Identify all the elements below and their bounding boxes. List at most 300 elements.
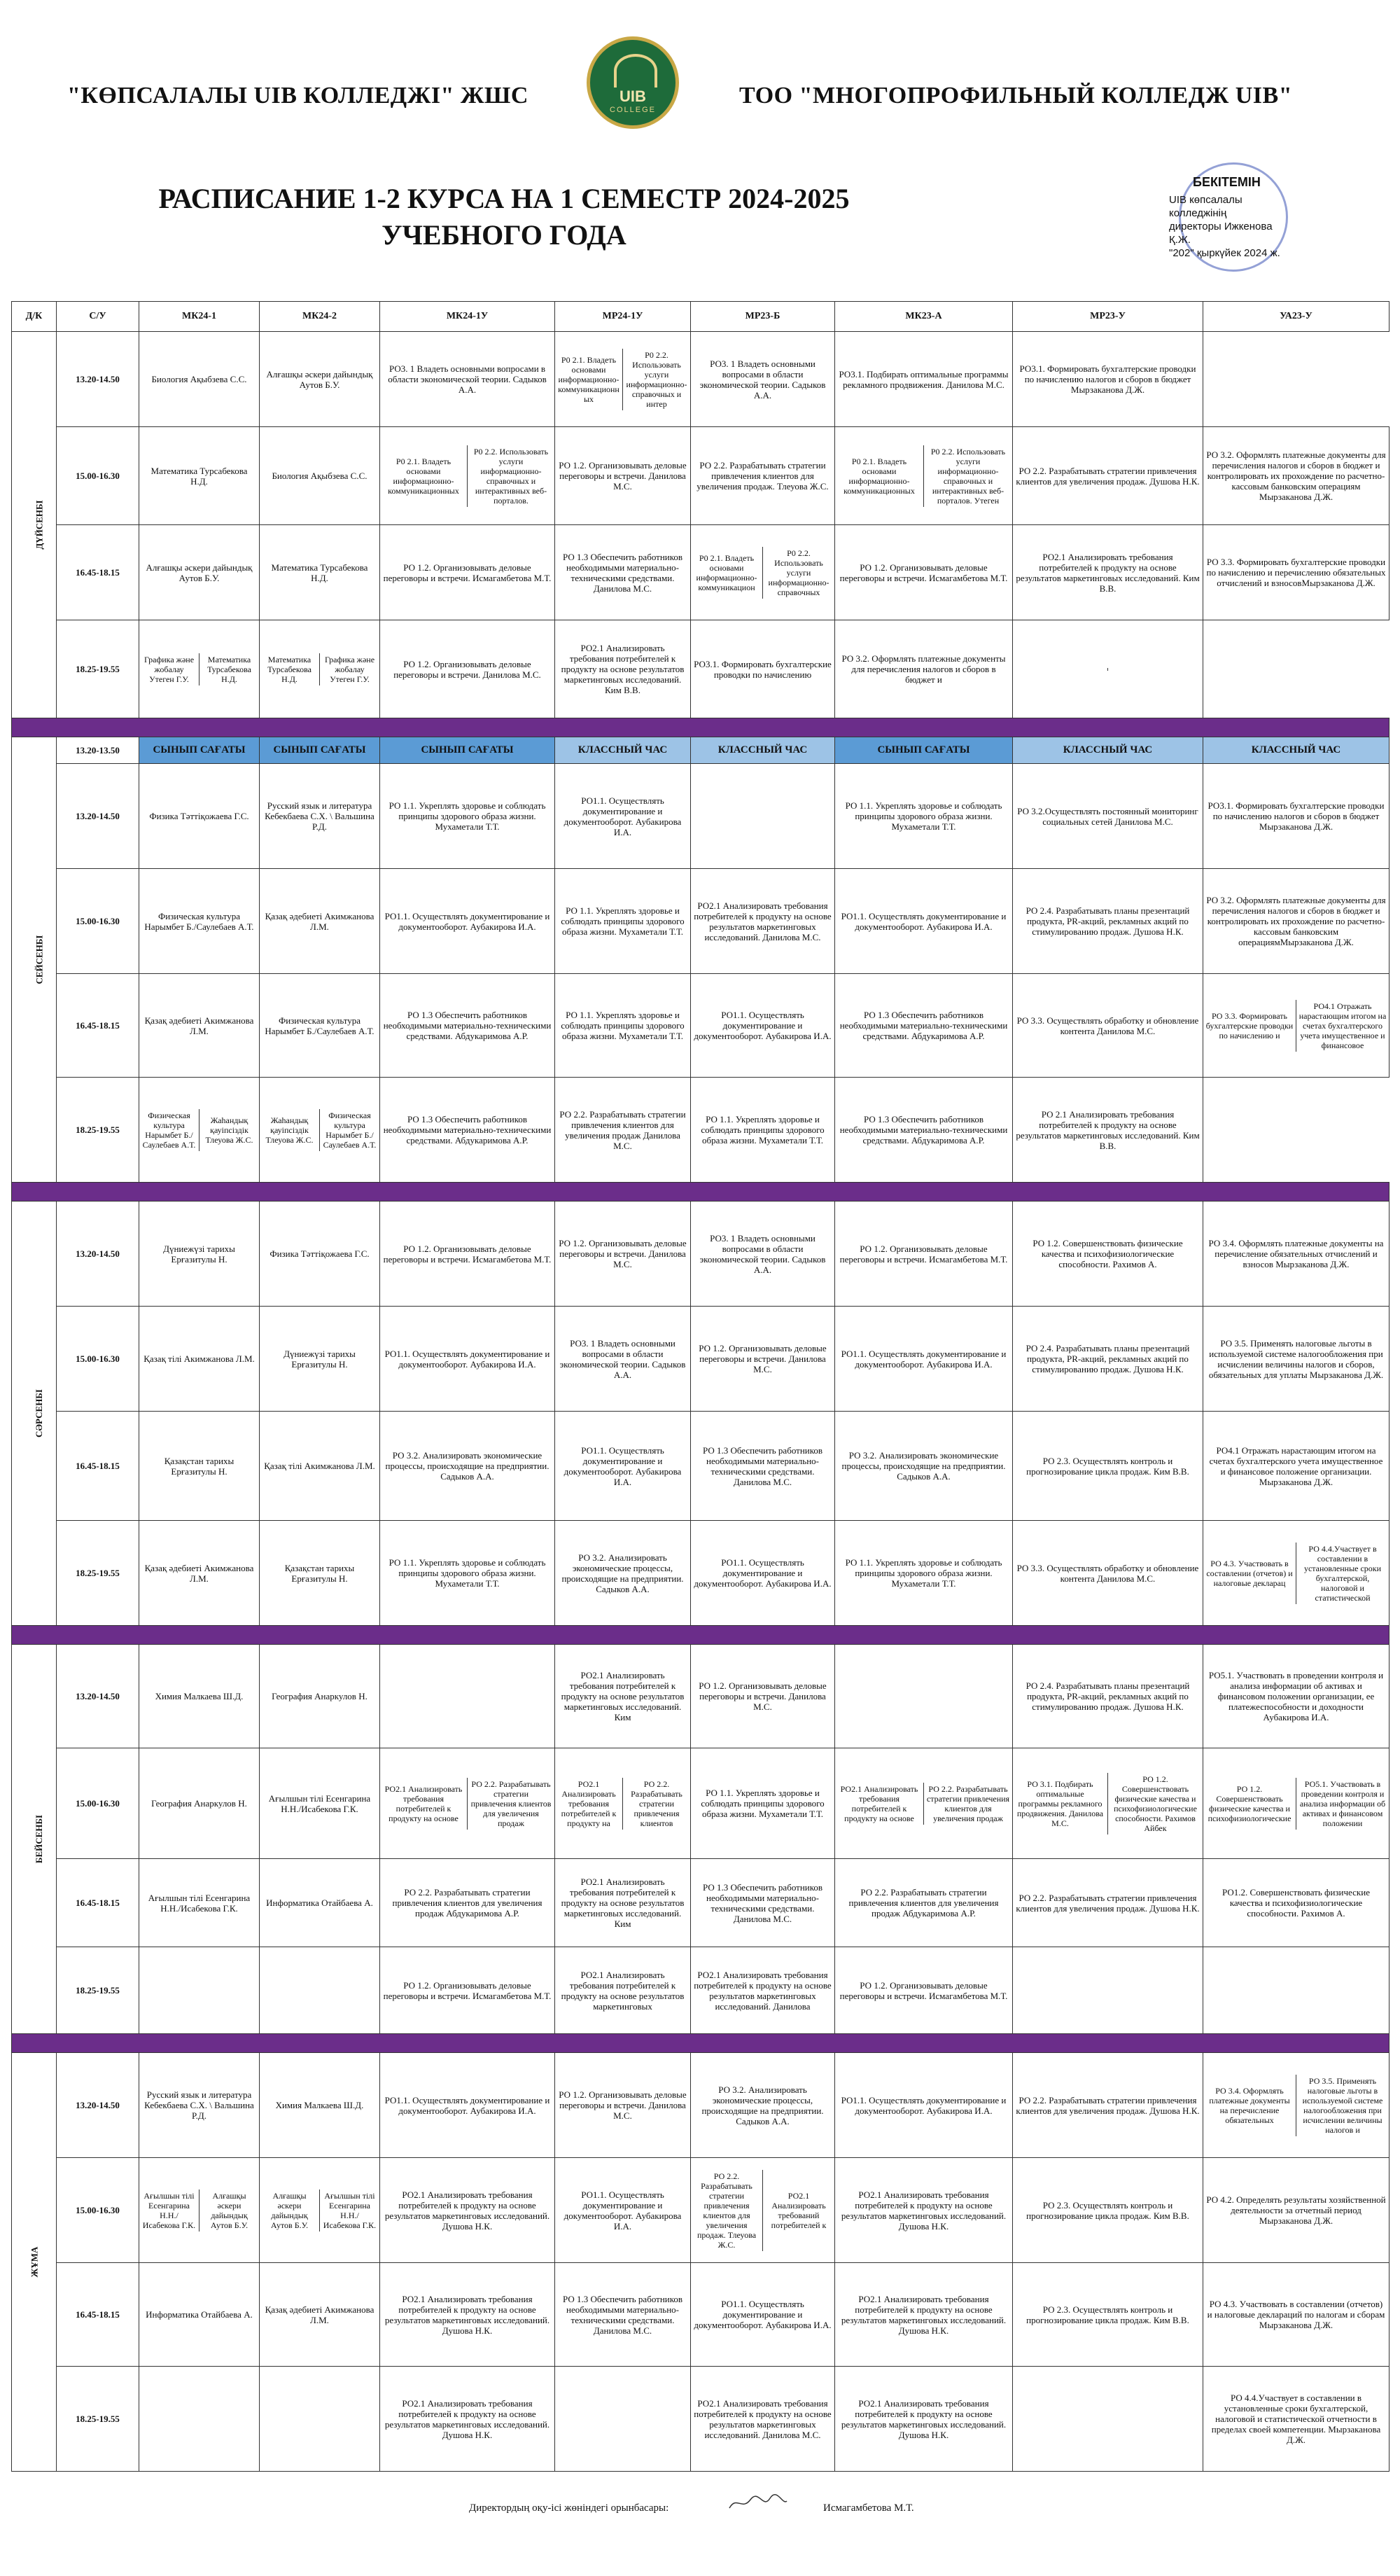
day-name: ЖҰМА — [29, 2246, 39, 2278]
lesson-cell: РО 2.3. Осуществлять контроль и прогнозирование цикла продаж. Ким В.В. — [1013, 2263, 1203, 2367]
table-row — [12, 2367, 1390, 2472]
split-cell-row — [260, 653, 379, 685]
day-separator — [12, 718, 1390, 737]
logo-text: UIB — [620, 88, 646, 105]
lesson-cell: РО4.1 Отражать нарастающим итогом на счетах бухгалтерского учета имущественное и финансовое положение организации. Мырзаканова Д.Ж. — [1203, 1412, 1390, 1521]
table-row — [12, 1947, 1390, 2034]
lesson-half: РО 4.4.Участвует в составлении в установленные сроки бухгалтерской, налоговой и статистической — [1303, 1543, 1382, 1603]
lesson-cell: Қазақ әдебиеті Акимжанова Л.М. — [260, 2263, 380, 2367]
lesson-cell: РО 3.2. Оформлять платежные документы для перечисления налогов и сборов в бюджет и контролировать их прохождение по расчетно-кассовым банковским операциямМырзаканова Д.Ж. — [1203, 869, 1390, 974]
column-header: УА23-У — [1203, 302, 1390, 332]
lesson-cell: РО 1.2. Организовывать деловые переговоры и встречи. Исмагамбетова М.Т. — [835, 1202, 1013, 1307]
lesson-cell: РО 1.1. Укреплять здоровье и соблюдать принципы здорового образа жизни. Мухаметали Т.Т. — [835, 1521, 1013, 1626]
time-slot: 16.45-18.15 — [57, 1859, 139, 1947]
lesson-half: Ағылшын тілі Есенгарина Н.Н./Исабекова Г.К. — [139, 2189, 200, 2232]
day-label — [12, 332, 57, 718]
lesson-cell: РО 3.2.Осуществлять постоянный мониторинг социальных сетей Данилова М.С. — [1013, 764, 1203, 869]
lesson-cell — [260, 1947, 380, 2034]
signatory-name: Исмагамбетова М.Т. — [823, 2502, 914, 2514]
lesson-cell: РО3. 1 Владеть основными вопросами в области экономической теории. Садыков А.А. — [380, 332, 555, 427]
column-header: Д/К — [12, 302, 57, 332]
signature-label: Директордың оқу-ісі жөніндегі орынбасары: — [469, 2502, 669, 2514]
table-row — [12, 2053, 1390, 2158]
time-slot: 18.25-19.55 — [57, 1521, 139, 1626]
lesson-cell: Физическая культура Нарымбет Б./Саулебаев А.Т. — [260, 974, 380, 1078]
class-hour-cell: КЛАССНЫЙ ЧАС — [1203, 737, 1390, 764]
lesson-cell: РО1.1. Осуществлять документирование и документооборот. Аубакирова И.А. — [555, 2158, 691, 2263]
split-cell-table — [691, 2170, 834, 2251]
lesson-cell: РО 1.3 Обеспечить работников необходимыми материально-техническими средствами. Данилова М.С. — [691, 1412, 835, 1521]
schedule-grid — [11, 301, 1390, 2472]
lesson-cell — [139, 2367, 260, 2472]
lesson-cell: РО3.1. Формировать бухгалтерские проводки по начислению — [691, 620, 835, 718]
lesson-half: Алғашқы әскери дайындық Аутов Б.У. — [210, 2190, 248, 2230]
split-cell-table — [1203, 1000, 1389, 1052]
split-cell-table — [835, 1783, 1012, 1825]
lesson-cell: РО2.1 Анализировать требования потребителей к продукту на основе результатов маркетинговых исследований. Душова Н.К. — [835, 2367, 1013, 2472]
day-separator — [12, 2034, 1390, 2053]
lesson-cell: Информатика Отайбаева А. — [139, 2263, 260, 2367]
lesson-cell: Дүниежүзі тарихы Ерғазитулы Н. — [139, 1202, 260, 1307]
lesson-half: РО2.1 Анализировать требований потребителей к — [771, 2190, 827, 2230]
lesson-cell: Ағылшын тілі Есенгарина Н.Н./Исабекова Г.К. — [139, 1859, 260, 1947]
lesson-cell: РО2.1 Анализировать требования потребителей к продукту на основе результатов маркетинговых исследований. Ким В.В. — [1013, 525, 1203, 620]
lesson-cell: Ағылшын тілі Есенгарина Н.Н./Исабекова Г.К. — [260, 1748, 380, 1859]
split-cell-row — [260, 2189, 379, 2232]
lesson-half: Жаһандық қауіпсіздік Тлеуова Ж.С. — [260, 1109, 320, 1151]
split-lesson-cell — [380, 1748, 555, 1859]
lesson-half: РО 2.2. Разрабатывать стратегии привлечения клиентов для увеличения продаж. Тлеуова Ж.С. — [691, 2170, 763, 2251]
signature-icon — [727, 2493, 790, 2514]
lesson-cell: РО 2.2. Разрабатывать стратегии привлечения клиентов для увеличения продаж Данилова М.С. — [555, 1078, 691, 1183]
day-name: СӘРСЕНБІ — [33, 1389, 44, 1437]
lesson-cell: РО 3.2. Анализировать экономические процессы, происходящие на предприятии. Садыков А.А. — [555, 1521, 691, 1626]
lesson-half: РО2.1 Анализировать требования потребителей к продукту на — [555, 1778, 623, 1830]
lesson-cell: Химия Малкаева Ш.Д. — [139, 1645, 260, 1748]
lesson-cell: РО1.1. Осуществлять документирование и документооборот. Аубакирова И.А. — [691, 1521, 835, 1626]
table-row — [12, 764, 1390, 869]
lesson-half: Р0 2.1. Владеть основами информационно-коммуникационных — [380, 445, 468, 507]
time-slot: 15.00-16.30 — [57, 427, 139, 525]
lesson-half: Р0 2.2. Использовать услуги информационно-справочных и интер — [626, 349, 687, 409]
lesson-cell: РО 1.2. Организовывать деловые переговоры и встречи. Исмагамбетова М.Т. — [835, 1947, 1013, 2034]
time-slot: 15.00-16.30 — [57, 1748, 139, 1859]
lesson-half: Р0 2.2. Использовать услуги информационно-справочных — [768, 548, 830, 597]
day-label — [12, 737, 57, 1183]
lesson-cell: Қазақстан тарихы Ерғазитулы Н. — [139, 1412, 260, 1521]
lesson-cell: Дүниежүзі тарихы Ерғазитулы Н. — [260, 1307, 380, 1412]
lesson-cell: РО 2.3. Осуществлять контроль и прогнозирование цикла продаж. Ким В.В. — [1013, 1412, 1203, 1521]
lesson-cell: РО1.1. Осуществлять документирование и документооборот. Аубакирова И.А. — [555, 764, 691, 869]
lesson-half: РО 4.3. Участвовать в составлении (отчетов) и налоговые декларац — [1203, 1543, 1296, 1604]
split-lesson-cell — [260, 2158, 380, 2263]
time-slot: 15.00-16.30 — [57, 869, 139, 974]
column-header: МР23-Б — [691, 302, 835, 332]
lesson-cell: РО 1.1. Укреплять здоровье и соблюдать принципы здорового образа жизни. Мухаметали Т.Т. — [555, 869, 691, 974]
lesson-cell — [260, 2367, 380, 2472]
lesson-cell: РО5.1. Участвовать в проведении контроля и анализа информации об активах и финансовом положении организации, ее платежеспособности и доходности Аубакирова И.А. — [1203, 1645, 1390, 1748]
lesson-cell — [555, 2367, 691, 2472]
lesson-half: Физическая культура Нарымбет Б./Саулебаев А.Т. — [323, 1110, 377, 1150]
lesson-cell: РО 1.3 Обеспечить работников необходимыми материально-техническими средствами. Абдукаримова А.Р. — [835, 1078, 1013, 1183]
table-row — [12, 1412, 1390, 1521]
time-slot: 15.00-16.30 — [57, 1307, 139, 1412]
split-cell-row — [691, 547, 834, 599]
org-name-russian: ТОО "МНОГОПРОФИЛЬНЫЙ КОЛЛЕДЖ UIB" — [739, 83, 1293, 109]
lesson-cell — [691, 764, 835, 869]
lesson-cell: Қазақ тілі Акимжанова Л.М. — [260, 1412, 380, 1521]
lesson-half: Математика Турсабекова Н.Д. — [260, 653, 320, 685]
class-hour-cell: СЫНЫП САҒАТЫ — [835, 737, 1013, 764]
lesson-half: РО 2.2. Разрабатывать стратегии привлечения клиентов — [631, 1778, 682, 1828]
day-name: СЕЙСЕНБІ — [34, 935, 45, 984]
table-row — [12, 525, 1390, 620]
lesson-cell: РО1.1. Осуществлять документирование и документооборот. Аубакирова И.А. — [380, 2053, 555, 2158]
lesson-cell: РО1.1. Осуществлять документирование и документооборот. Аубакирова И.А. — [691, 974, 835, 1078]
table-row — [12, 974, 1390, 1078]
split-lesson-cell — [260, 1078, 380, 1183]
class-hour-cell: КЛАССНЫЙ ЧАС — [1013, 737, 1203, 764]
split-cell-row — [1203, 1000, 1389, 1052]
time-slot: 13.20-13.50 — [57, 737, 139, 764]
lesson-cell: РО 1.2. Организовывать деловые переговоры и встречи. Исмагамбетова М.Т. — [835, 525, 1013, 620]
lesson-cell: РО 1.2. Организовывать деловые переговоры и встречи. Исмагамбетова М.Т. — [380, 525, 555, 620]
lesson-half: РО4.1 Отражать нарастающим итогом на счетах бухгалтерского учета имущественное и финансовое — [1298, 1001, 1387, 1050]
split-cell-row — [555, 349, 690, 410]
lesson-cell: РО 1.1. Укреплять здоровье и соблюдать принципы здорового образа жизни. Мухаметали Т.Т. — [835, 764, 1013, 869]
column-header: МК24-2 — [260, 302, 380, 332]
schedule-body — [12, 332, 1390, 2472]
lesson-half: Р0 2.1. Владеть основами информационно-коммуникационных — [555, 349, 623, 410]
title-line-2: УЧЕБНОГО ГОДА — [382, 219, 626, 251]
split-cell-table — [260, 1109, 379, 1151]
lesson-cell: Математика Турсабекова Н.Д. — [139, 427, 260, 525]
lesson-half: Р0 2.1. Владеть основами информационно-коммуникационных — [835, 445, 924, 507]
table-row — [12, 2158, 1390, 2263]
lesson-cell: РО 1.2. Совершенствовать физические качества и психофизиологические способности. Рахимов А. — [1013, 1202, 1203, 1307]
split-lesson-cell — [555, 1748, 691, 1859]
split-cell-row — [1203, 1543, 1389, 1604]
split-cell-row — [835, 1783, 1012, 1825]
signature-block — [469, 2502, 914, 2514]
lesson-half: РО 3.5. Применять налоговые льготы в используемой системе налогообложения при исчислении величины налогов и — [1302, 2075, 1383, 2135]
split-cell-table — [1013, 1773, 1203, 1834]
table-row — [12, 1521, 1390, 1626]
table-row — [12, 427, 1390, 525]
lesson-half: РО 3.4. Оформлять платежные документы на перечисление обязательных — [1203, 2075, 1296, 2136]
lesson-cell: РО 3.3. Осуществлять обработку и обновление контента Данилова М.С. — [1013, 974, 1203, 1078]
split-cell-row — [260, 1109, 379, 1151]
lesson-half: Ағылшын тілі Есенгарина Н.Н./Исабекова Г.К. — [323, 2190, 377, 2230]
lesson-cell: РО 1.2. Организовывать деловые переговоры и встречи. Данилова М.С. — [380, 620, 555, 718]
lesson-half: РО 1.2. Совершенствовать физические качества и психофизиологические способности. Рахимов Айбек — [1114, 1774, 1197, 1833]
lesson-cell: РО1.1. Осуществлять документирование и документооборот. Аубакирова И.А. — [691, 2263, 835, 2367]
lesson-cell: РО2.1 Анализировать требования потребителей к продукту на основе результатов маркетинговых исследований. Ким — [555, 1859, 691, 1947]
lesson-cell: РО 3.5. Применять налоговые льготы в используемой системе налогообложения при исчислении величины налогов и сборов, обязательных для уплаты Мырзаканова Д.Ж. — [1203, 1307, 1390, 1412]
time-slot: 16.45-18.15 — [57, 1412, 139, 1521]
lesson-half: РО 3.3. Формировать бухгалтерские проводки по начислению и — [1203, 1000, 1296, 1052]
lesson-cell: РО 1.2. Организовывать деловые переговоры и встречи. Данилова М.С. — [691, 1307, 835, 1412]
time-slot: 16.45-18.15 — [57, 974, 139, 1078]
lesson-cell: Физика Тәттіқожаева Г.С. — [260, 1202, 380, 1307]
lesson-cell: Русский язык и литература Кебекбаева С.Х. \ Вальшина Р.Д. — [139, 2053, 260, 2158]
lesson-half: Графика және жобалау Утеген Г.У. — [324, 654, 375, 684]
separator-bar — [12, 1626, 1390, 1645]
lesson-cell: РО 2.3. Осуществлять контроль и прогнозирование цикла продаж. Ким В.В. — [1013, 2158, 1203, 2263]
lesson-cell: РО2.1 Анализировать требования потребителей к продукту на основе результатов маркетинговых исследований. Ким В.В. — [555, 620, 691, 718]
lesson-cell: Физическая культура Нарымбет Б./Саулебаев А.Т. — [139, 869, 260, 974]
split-cell-row — [139, 653, 259, 685]
lesson-half: РО 2.2. Разрабатывать стратегии привлечения клиентов для увеличения продаж — [926, 1783, 1010, 1823]
lesson-half: Жаһандық қауіпсіздік Тлеуова Ж.С. — [205, 1115, 253, 1145]
lesson-cell: РО 1.2. Организовывать деловые переговоры и встречи. Данилова М.С. — [555, 1202, 691, 1307]
lesson-cell: РО1.2. Совершенствовать физические качества и психофизиологические способности. Рахимов А. — [1203, 1859, 1390, 1947]
class-hour-cell: СЫНЫП САҒАТЫ — [139, 737, 260, 764]
split-cell-row — [835, 445, 1012, 507]
lesson-cell: РО 4.4.Участвует в составлении в установленные сроки бухгалтерской, налоговой и статистической отчетности в пределах своей компетенции. Мырзаканова Д.Ж. — [1203, 2367, 1390, 2472]
class-hour-cell: СЫНЫП САҒАТЫ — [260, 737, 380, 764]
day-name: БЕЙСЕНБІ — [34, 1814, 45, 1864]
split-lesson-cell — [691, 2158, 835, 2263]
split-cell-table — [835, 445, 1012, 507]
split-lesson-cell — [691, 525, 835, 620]
table-row — [12, 1307, 1390, 1412]
table-row — [12, 332, 1390, 427]
lesson-half: Р0 2.2. Использовать услуги информационно-справочных и интерактивных веб-порталов. — [473, 446, 549, 506]
lesson-cell: РО 3.2. Анализировать экономические процессы, происходящие на предприятии. Садыков А.А. — [691, 2053, 835, 2158]
lesson-cell: РО 2.4. Разрабатывать планы презентаций продукта, PR-акций, рекламных акций по стимулированию продаж. Душова Н.К. — [1013, 1645, 1203, 1748]
column-header: МК24-1У — [380, 302, 555, 332]
lesson-cell: РО1.1. Осуществлять документирование и документооборот. Аубакирова И.А. — [555, 1412, 691, 1521]
split-cell-table — [380, 445, 554, 507]
lesson-cell: РО2.1 Анализировать требования потребителей к продукту на основе результатов маркетинговых — [555, 1947, 691, 2034]
lesson-cell: РО 2.2. Разрабатывать стратегии привлечения клиентов для увеличения продаж. Тлеуова Ж.С. — [691, 427, 835, 525]
split-cell-table — [1203, 2075, 1389, 2136]
lesson-cell: РО1.1. Осуществлять документирование и документооборот. Аубакирова И.А. — [835, 869, 1013, 974]
lesson-cell: РО 1.3 Обеспечить работников необходимыми материально-техническими средствами. Абдукаримова А.Р. — [380, 974, 555, 1078]
leaf-icon — [614, 54, 657, 88]
lesson-half: Физическая культура Нарымбет Б./Саулебаев А.Т. — [139, 1109, 200, 1151]
split-lesson-cell — [260, 620, 380, 718]
lesson-cell: РО3. 1 Владеть основными вопросами в области экономической теории. Садыков А.А. — [691, 332, 835, 427]
split-cell-row — [1013, 1773, 1203, 1834]
split-cell-table — [1013, 668, 1203, 671]
time-slot: 13.20-14.50 — [57, 764, 139, 869]
logo-subtext: COLLEGE — [610, 106, 656, 114]
split-cell-table — [380, 1778, 554, 1830]
lesson-half: Р0 2.1. Владеть основами информационно-коммуникацион — [691, 547, 763, 599]
split-cell-row — [139, 1109, 259, 1151]
split-lesson-cell — [1203, 2053, 1390, 2158]
lesson-cell: РО 1.3 Обеспечить работников необходимыми материально-техническими средствами. Данилова М.С. — [555, 525, 691, 620]
stamp-line: UIB көпсалалы колледжінің — [1169, 194, 1242, 219]
lesson-cell: РО 1.3 Обеспечить работников необходимыми материально-техническими средствами. Данилова М.С. — [555, 2263, 691, 2367]
lesson-cell — [1013, 1947, 1203, 2034]
lesson-cell: География Анаркулов Н. — [260, 1645, 380, 1748]
column-header: С/У — [57, 302, 139, 332]
lesson-cell: Математика Турсабекова Н.Д. — [260, 525, 380, 620]
lesson-cell — [139, 1947, 260, 2034]
split-cell-row — [1203, 1778, 1389, 1830]
lesson-cell: Алғашқы әскери дайындық Аутов Б.У. — [260, 332, 380, 427]
lesson-cell: РО 1.1. Укреплять здоровье и соблюдать принципы здорового образа жизни. Мухаметали Т.Т. — [380, 764, 555, 869]
split-lesson-cell — [555, 332, 691, 427]
day-label — [12, 1202, 57, 1626]
split-cell-row — [139, 2189, 259, 2232]
time-slot: 13.20-14.50 — [57, 1202, 139, 1307]
split-cell-table — [139, 1109, 259, 1151]
column-header: МР23-У — [1013, 302, 1203, 332]
lesson-cell: РО 1.1. Укреплять здоровье и соблюдать принципы здорового образа жизни. Мухаметали Т.Т. — [555, 974, 691, 1078]
approval-stamp — [1169, 162, 1288, 267]
lesson-cell: РО 3.2. Оформлять платежные документы для перечисления налогов и сборов в бюджет и — [835, 620, 1013, 718]
class-hour-cell: КЛАССНЫЙ ЧАС — [555, 737, 691, 764]
stamp-text — [1169, 193, 1295, 260]
time-slot: 18.25-19.55 — [57, 2367, 139, 2472]
college-logo — [587, 36, 679, 129]
time-slot: 15.00-16.30 — [57, 2158, 139, 2263]
class-hour-cell: СЫНЫП САҒАТЫ — [380, 737, 555, 764]
org-name-kazakh: "КӨПСАЛАЛЫ UIB КОЛЛЕДЖІ" ЖШС — [67, 83, 528, 109]
split-cell-row — [380, 445, 554, 507]
lesson-cell: Биология Ақыбзева С.С. — [139, 332, 260, 427]
lesson-cell: РО 2.2. Разрабатывать стратегии привлечения клиентов для увеличения продаж Абдукаримова А.Р. — [835, 1859, 1013, 1947]
lesson-cell: РО 1.2. Организовывать деловые переговоры и встречи. Исмагамбетова М.Т. — [380, 1202, 555, 1307]
time-slot: 18.25-19.55 — [57, 1947, 139, 2034]
lesson-half: РО 3.1. Подбирать оптимальные программы рекламного продвижения. Данилова М.С. — [1013, 1773, 1108, 1834]
class-hour-cell: КЛАССНЫЙ ЧАС — [691, 737, 835, 764]
lesson-cell: РО2.1 Анализировать требования потребителей к продукту на основе результатов маркетинговых исследований. Душова Н.К. — [380, 2263, 555, 2367]
table-row — [12, 869, 1390, 974]
lesson-cell: РО3.1. Формировать бухгалтерские проводки по начислению налогов и сборов в бюджет Мырзаканова Д.Ж. — [1013, 332, 1203, 427]
day-name: ДҮЙСЕНБІ — [34, 500, 45, 550]
split-lesson-cell — [1203, 974, 1390, 1078]
document-header — [0, 0, 1400, 301]
lesson-cell: Физика Тәттіқожаева Г.С. — [139, 764, 260, 869]
table-row — [12, 1202, 1390, 1307]
lesson-cell: Қазақ тілі Акимжанова Л.М. — [139, 1307, 260, 1412]
separator-bar — [12, 1183, 1390, 1202]
lesson-half: Алғашқы әскери дайындық Аутов Б.У. — [260, 2189, 320, 2232]
time-slot: 13.20-14.50 — [57, 2053, 139, 2158]
split-cell-table — [1203, 1543, 1389, 1604]
time-slot: 18.25-19.55 — [57, 1078, 139, 1183]
lesson-cell: География Анаркулов Н. — [139, 1748, 260, 1859]
lesson-cell: Қазақстан тарихы Ерғазитулы Н. — [260, 1521, 380, 1626]
lesson-cell: Қазақ әдебиеті Акимжанова Л.М. — [139, 1521, 260, 1626]
time-slot: 13.20-14.50 — [57, 332, 139, 427]
title-line-1: РАСПИСАНИЕ 1-2 КУРСА НА 1 СЕМЕСТР 2024-2025 — [158, 183, 850, 214]
lesson-cell: Биология Ақыбзева С.С. — [260, 427, 380, 525]
lesson-cell: РО 3.4. Оформлять платежные документы на перечисление обязательных отчислений и взносов Мырзаканова Д.Ж. — [1203, 1202, 1390, 1307]
separator-bar — [12, 2034, 1390, 2053]
lesson-cell: РО 1.2. Организовывать деловые переговоры и встречи. Данилова М.С. — [555, 427, 691, 525]
lesson-cell: РО2.1 Анализировать требования потребителей к продукту на основе результатов маркетинговых исследований. Душова Н.К. — [380, 2158, 555, 2263]
split-lesson-cell — [1013, 620, 1203, 718]
lesson-cell: РО 1.3 Обеспечить работников необходимыми материально-техническими средствами. Абдукаримова А.Р. — [380, 1078, 555, 1183]
lesson-cell: РО3.1. Подбирать оптимальные программы рекламного продвижения. Данилова М.С. — [835, 332, 1013, 427]
split-lesson-cell — [380, 427, 555, 525]
lesson-cell: РО1.1. Осуществлять документирование и документооборот. Аубакирова И.А. — [835, 1307, 1013, 1412]
lesson-cell: РО3. 1 Владеть основными вопросами в области экономической теории. Садыков А.А. — [691, 1202, 835, 1307]
lesson-half — [1013, 668, 1108, 671]
column-header: МР24-1У — [555, 302, 691, 332]
lesson-half: РО 1.2. Совершенствовать физические качества и психофизиологические — [1203, 1778, 1296, 1830]
day-separator — [12, 1626, 1390, 1645]
lesson-cell: РО 3.3. Формировать бухгалтерские проводки по начислению и перечислению обязательных отчислений и взносовМырзаканова Д.Ж. — [1203, 525, 1390, 620]
lesson-half: Р0 2.2. Использовать услуги информационно-справочных и интерактивных веб-порталов. Утеген — [930, 446, 1006, 506]
lesson-cell: РО1.1. Осуществлять документирование и документооборот. Аубакирова И.А. — [380, 869, 555, 974]
lesson-cell: РО 2.2. Разрабатывать стратегии привлечения клиентов для увеличения продаж. Душова Н.К. — [1013, 1859, 1203, 1947]
lesson-cell: РО 1.2. Организовывать деловые переговоры и встречи. Данилова М.С. — [691, 1645, 835, 1748]
lesson-cell: РО 1.2. Организовывать деловые переговоры и встречи. Данилова М.С. — [555, 2053, 691, 2158]
lesson-cell: РО 2.2. Разрабатывать стратегии привлечения клиентов для увеличения продаж Абдукаримова А.Р. — [380, 1859, 555, 1947]
lesson-cell: РО 2.2. Разрабатывать стратегии привлечения клиентов для увеличения продаж. Душова Н.К. — [1013, 427, 1203, 525]
lesson-cell: РО 2.4. Разрабатывать планы презентаций продукта, PR-акций, рекламных акций по стимулированию продаж. Душова Н.К. — [1013, 1307, 1203, 1412]
lesson-cell: РО1.1. Осуществлять документирование и документооборот. Аубакирова И.А. — [835, 2053, 1013, 2158]
lesson-cell: РО2.1 Анализировать требования потребителей к продукту на основе результатов маркетинговых исследований. Ким — [555, 1645, 691, 1748]
time-slot: 18.25-19.55 — [57, 620, 139, 718]
split-cell-table — [260, 653, 379, 685]
table-row — [12, 2263, 1390, 2367]
split-cell-table — [139, 653, 259, 685]
lesson-cell: РО1.1. Осуществлять документирование и документооборот. Аубакирова И.А. — [380, 1307, 555, 1412]
lesson-cell: РО2.1 Анализировать требования потребителей к продукту на основе результатов маркетинговых исследований. Душова Н.К. — [380, 2367, 555, 2472]
lesson-cell — [380, 1645, 555, 1748]
lesson-cell: РО 1.1. Укреплять здоровье и соблюдать принципы здорового образа жизни. Мухаметали Т.Т. — [691, 1078, 835, 1183]
lesson-half: РО5.1. Участвовать в проведении контроля и анализа информации об активах и финансовом положении — [1299, 1778, 1386, 1828]
stamp-title: БЕКІТЕМІН — [1193, 175, 1261, 189]
column-header: МК23-А — [835, 302, 1013, 332]
lesson-cell: РО3.1. Формировать бухгалтерские проводки по начислению налогов и сборов в бюджет Мырзаканова Д.Ж. — [1203, 764, 1390, 869]
table-row — [12, 1859, 1390, 1947]
table-row — [12, 1078, 1390, 1183]
split-cell-table — [555, 1778, 690, 1830]
lesson-cell: РО2.1 Анализировать требования потребителей к продукту на основе результатов маркетинговых исследований. Данилова М.С. — [691, 869, 835, 974]
split-cell-row — [1203, 2075, 1389, 2136]
lesson-cell: РО 3.2. Оформлять платежные документы для перечисления налогов и сборов в бюджет и контролировать их прохождение по расчетно-кассовым банковским операциям Мырзаканова Д.Ж. — [1203, 427, 1390, 525]
lesson-cell: РО 3.2. Анализировать экономические процессы, происходящие на предприятии. Садыков А.А. — [835, 1412, 1013, 1521]
lesson-cell: РО2.1 Анализировать требования потребителей к продукту на основе результатов маркетинговых исследований. Данилова М.С. — [691, 2367, 835, 2472]
stamp-line: директоры Ижкенова Қ.Ж. — [1169, 221, 1273, 246]
separator-bar — [12, 718, 1390, 737]
lesson-half: Математика Турсабекова Н.Д. — [207, 654, 251, 684]
lesson-cell: РО 1.1. Укреплять здоровье и соблюдать принципы здорового образа жизни. Мухаметали Т.Т. — [380, 1521, 555, 1626]
split-lesson-cell — [139, 1078, 260, 1183]
lesson-cell: РО2.1 Анализировать требования потребителей к продукту на основе результатов маркетинговых исследований. Душова Н.К. — [835, 2263, 1013, 2367]
split-cell-row — [1013, 668, 1203, 671]
split-lesson-cell — [835, 1748, 1013, 1859]
lesson-cell: РО2.1 Анализировать требования потребителей к продукту на основе результатов маркетинговых исследований. Данилова — [691, 1947, 835, 2034]
split-cell-table — [260, 2189, 379, 2232]
table-row — [12, 620, 1390, 718]
lesson-cell: РО 1.2. Организовывать деловые переговоры и встречи. Исмагамбетова М.Т. — [380, 1947, 555, 2034]
page-title — [119, 181, 889, 253]
time-slot: 16.45-18.15 — [57, 2263, 139, 2367]
lesson-cell — [1203, 1947, 1390, 2034]
day-label — [12, 1645, 57, 2034]
split-lesson-cell — [139, 2158, 260, 2263]
lesson-half: Графика және жобалау Утеген Г.У. — [139, 653, 200, 685]
lesson-half: РО2.1 Анализировать требования потребителей к продукту на основе — [835, 1783, 924, 1825]
lesson-cell: Қазақ әдебиеті Акимжанова Л.М. — [260, 869, 380, 974]
table-header-row — [12, 302, 1390, 332]
lesson-cell: РО 2.4. Разрабатывать планы презентаций продукта, PR-акций, рекламных акций по стимулированию продаж. Душова Н.К. — [1013, 869, 1203, 974]
lesson-cell: РО2.1 Анализировать требования потребителей к продукту на основе результатов маркетинговых исследований. Душова Н.К. — [835, 2158, 1013, 2263]
lesson-cell: РО 1.3 Обеспечить работников необходимыми материально-техническими средствами. Абдукаримова А.Р. — [835, 974, 1013, 1078]
lesson-cell: РО 2.1 Анализировать требования потребителей к продукту на основе результатов маркетинговых исследований. Ким В.В. — [1013, 1078, 1203, 1183]
lesson-cell: РО 2.2. Разрабатывать стратегии привлечения клиентов для увеличения продаж. Душова Н.К. — [1013, 2053, 1203, 2158]
